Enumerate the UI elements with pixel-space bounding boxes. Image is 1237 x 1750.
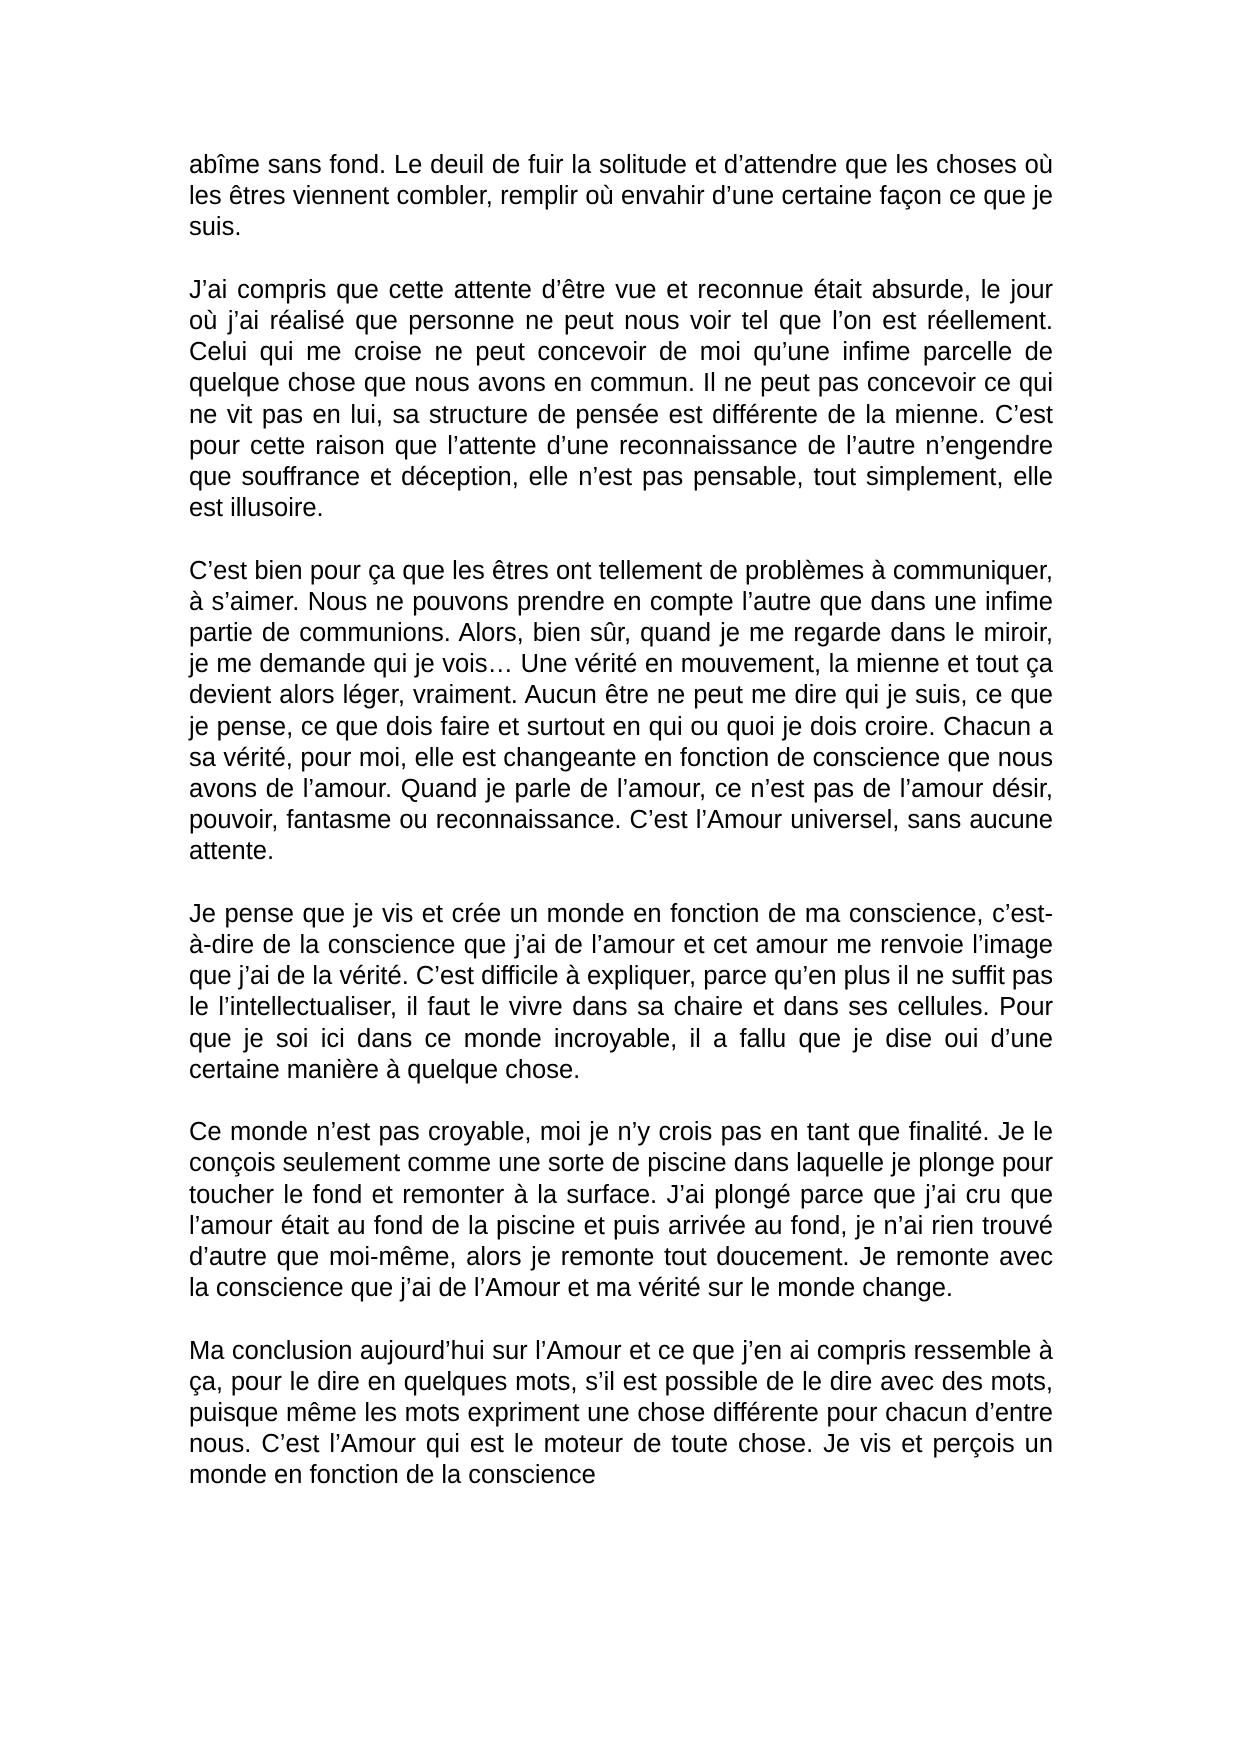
document-page xyxy=(189,150,1053,1492)
paragraph-3: C’est bien pour ça que les êtres ont tellement de problèmes à communiquer, à s’aimer. Nous ne pouvons prendre en compte l’autre que dans une infime partie de communions. Alors, bien sûr, quand je me regarde dans le miroir, je me demande qui je vois… Une vérité en mouvement, la mienne et tout ça devient alors léger, vraiment. Aucun être ne peut me dire qui je suis, ce que je pense, ce que dois faire et surtout en qui ou quoi je dois croire. Chacun a sa vérité, pour moi, elle est changeante en fonction de conscience que nous avons de l’amour. Quand je parle de l’amour, ce n’est pas de l’amour désir, pouvoir, fantasme ou reconnaissance. C’est l’Amour universel, sans aucune attente. xyxy=(189,556,1053,866)
paragraph-4: Je pense que je vis et crée un monde en fonction de ma conscience, c’est-à-dire de la conscience que j’ai de l’amour et cet amour me renvoie l’image que j’ai de la vérité. C’est difficile à expliquer, parce qu’en plus il ne suffit pas le l’intellectualiser, il faut le vivre dans sa chaire et dans ses cellules. Pour que je soi ici dans ce monde incroyable, il a fallu que je dise oui d’une certaine manière à quelque chose. xyxy=(189,899,1053,1084)
paragraph-6: Ma conclusion aujourd’hui sur l’Amour et ce que j’en ai compris ressemble à ça, pour le dire en quelques mots, s’il est possible de le dire avec des mots, puisque même les mots expriment une chose différente pour chacun d’entre nous. C’est l’Amour qui est le moteur de toute chose. Je vis et perçois un monde en fonction de la conscience xyxy=(189,1336,1053,1490)
paragraph-1: abîme sans fond. Le deuil de fuir la solitude et d’attendre que les choses où les êtres viennent combler, remplir où envahir d’une certaine façon ce que je suis. xyxy=(189,151,1053,242)
paragraph-5: Ce monde n’est pas croyable, moi je n’y crois pas en tant que finalité. Je le conçois seulement comme une sorte de piscine dans laquelle je plonge pour toucher le fond et remonter à la surface. J’ai plongé parce que j’ai cru que l’amour était au fond de la piscine et puis arrivée au fond, je n’ai rien trouvé d’autre que moi-même, alors je remonte tout doucement. Je remonte avec la conscience que j’ai de l’Amour et ma vérité sur le monde change. xyxy=(189,1118,1053,1303)
paragraph-2: J’ai compris que cette attente d’être vue et reconnue était absurde, le jour où j’ai réalisé que personne ne peut nous voir tel que l’on est réellement. Celui qui me croise ne peut concevoir de moi qu’une infime parcelle de quelque chose que nous avons en commun. Il ne peut pas concevoir ce qui ne vit pas en lui, sa structure de pensée est différente de la mienne. C’est pour cette raison que l’attente d’une reconnaissance de l’autre n’engendre que souffrance et déception, elle n’est pas pensable, tout simplement, elle est illusoire. xyxy=(189,275,1053,523)
